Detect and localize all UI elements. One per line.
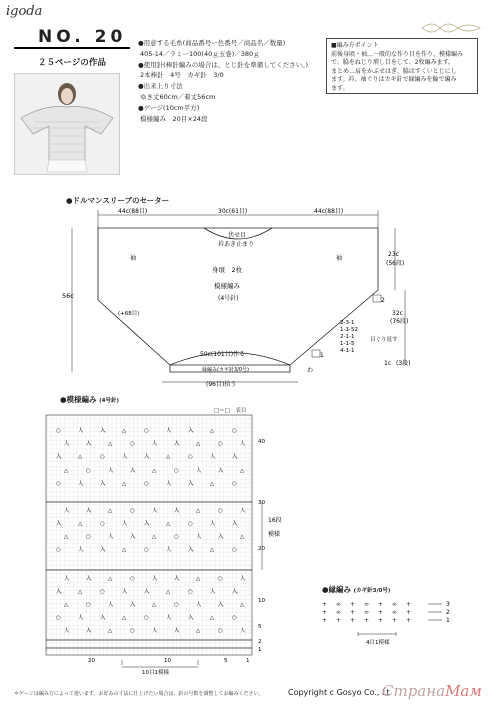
edge-stitch-symbol: + [350,609,356,616]
stitch-symbol: 入 [130,534,136,540]
points-line: ます。 [331,84,349,92]
stitch-symbol: 人 [78,547,84,553]
stitch-symbol: 入 [232,589,238,595]
stitch-symbol: △ [196,628,201,634]
stitch-symbol: 人 [122,454,128,460]
size-value: ゆき丈60cm／着丈56cm [140,92,216,101]
edge-stitch-symbol: + [336,617,342,624]
edge-row-2: 2 [446,609,450,616]
stitch-symbol: ○ [232,615,237,621]
stitch-symbol: 人 [64,628,70,634]
stitch-symbol: △ [78,521,83,527]
stitch-symbol: 人 [166,481,172,487]
stitch-symbol: ○ [174,602,179,608]
edge-stitch-symbol: + [378,617,384,624]
stitch-symbol: ○ [218,508,223,514]
stitch-symbol: ○ [188,589,193,595]
stitch-symbol: 人 [64,441,70,447]
stitch-symbol: △ [64,602,69,608]
copyright: Copyright c Gosyo Co., Lt [288,688,390,697]
row-label-1: 1 [258,647,262,653]
edge-height: 1c [384,360,392,367]
stitch-symbol: 人 [78,615,84,621]
dim-top-right: 44c(88目) [314,208,344,215]
edge-stitch-symbol: + [322,609,328,616]
stitch-symbol: 入 [100,615,106,621]
stitch-symbol: △ [152,468,157,474]
stitch-symbol: 人 [210,521,216,527]
stitch-symbol: ○ [144,615,149,621]
stitch-symbol: ○ [232,481,237,487]
stitch-chart [0,410,300,685]
stitch-symbol: ○ [130,628,135,634]
watermark-a: Страна [382,682,446,700]
stitch-symbol: ○ [130,576,135,582]
edge-stitch-symbol: + [406,609,412,616]
stitch-symbol: 人 [122,521,128,527]
stitch-symbol: 人 [152,576,158,582]
edge-stitch-symbol: + [364,617,370,624]
loop-label: わ [307,367,314,374]
stitch-symbol: 人 [196,534,202,540]
edge-chart-title [322,584,390,595]
stitch-symbol: ○ [144,481,149,487]
pattern-number: NO. 20 [38,27,127,47]
stitch-symbol: 人 [196,602,202,608]
stitch-symbol: 人 [152,441,158,447]
bottom-cast-on: 50c(101目)作る [200,351,246,358]
stitch-symbol: 入 [56,589,62,595]
ribbon-decoration [418,20,484,36]
repeat-cols: 10目1模様 [142,670,169,676]
stitch-symbol: 人 [108,602,114,608]
stitch-symbol: △ [210,615,215,621]
body-name: 身頃 2枚 [212,266,243,274]
stitch-symbol: △ [166,521,171,527]
stitch-symbol: 人 [240,441,246,447]
stitch-symbol: 人 [108,468,114,474]
stitch-symbol: ○ [218,576,223,582]
dim-top-mid: 30c(61目) [218,208,248,215]
stitch-symbol: 入 [86,576,92,582]
stitch-symbol: 入 [130,602,136,608]
stitch-symbol: △ [122,428,127,434]
stitch-symbol: 人 [240,576,246,582]
stitch-symbol: △ [108,576,113,582]
stitch-symbol: 人 [78,428,84,434]
stitch-symbol: 入 [100,481,106,487]
stitch-symbol: △ [240,534,245,540]
stitch-symbol: ○ [56,547,61,553]
neck-stop: 衿あき止まり [218,241,255,248]
sweater-schematic [0,200,500,390]
stitch-symbol: 人 [166,547,172,553]
col-label-20: 20 [88,658,95,664]
increase-5: 4-1-1 [340,348,355,354]
stitch-symbol: ○ [144,428,149,434]
edge-stitch-symbol: + [406,601,412,608]
stitch-symbol: △ [122,481,127,487]
edge-stitch-symbol: + [350,601,356,608]
stitch-symbol: 入 [86,441,92,447]
col-label-10: 10 [164,658,171,664]
right-bottom-rows: (76段) [390,318,409,325]
stitch-symbol: ○ [174,468,179,474]
stitch-symbol: ○ [130,508,135,514]
points-line: 前後身頃・袖…一般的な作り目を作り、模様編み [331,50,464,58]
stitch-symbol: 入 [86,628,92,634]
row-label-5: 5 [258,624,262,630]
stitch-symbol: 入 [188,615,194,621]
stitch-symbol: 入 [174,508,180,514]
title-rule [14,47,130,49]
stitch-symbol: 入 [174,576,180,582]
increase-1: 2-3-1 [340,320,355,326]
stitch-symbol: 人 [78,481,84,487]
stitch-symbol: ○ [86,534,91,540]
stitch-symbol: ○ [218,628,223,634]
stitch-symbol: 入 [144,589,150,595]
mark-1: 1 [320,352,324,359]
stitch-symbol: 入 [232,521,238,527]
edge-hook: (カギ針3/0号) [353,588,391,594]
stitch-symbol: 入 [86,508,92,514]
specifications [138,38,318,124]
stitch-symbol: △ [108,628,113,634]
body-needle: (4号針) [218,295,239,302]
edge-stitch-symbol: ∞ [364,601,369,608]
increase-3: 2-1-1 [340,334,355,340]
size-heading: ●出来上り寸法 [138,82,183,91]
stitch-symbol: 入 [100,428,106,434]
stitch-symbol: 入 [56,521,62,527]
stitch-symbol: 人 [122,589,128,595]
brand-logo: igoda [6,4,43,19]
schematic-title: ●ドルマンスリーブのセーター [66,196,170,205]
row-label-2: 2 [258,639,262,645]
stitch-symbol: ○ [144,547,149,553]
stitch-symbol: 人 [210,589,216,595]
sleeve-left-label: 袖 [130,255,137,262]
stitch-symbol: ○ [56,481,61,487]
edge-row-3: 3 [446,601,450,608]
stitch-symbol: 人 [64,576,70,582]
stitch-symbol: △ [122,615,127,621]
chart-needle: (4号針) [99,398,120,404]
watermark [382,682,482,700]
stitch-symbol: △ [78,589,83,595]
stitch-symbol: 人 [240,628,246,634]
repeat-rows-a: 16段 [268,517,282,524]
stitch-symbol: △ [152,534,157,540]
bottom-pickup: (96目)拾う [206,381,237,388]
gauge-value: 模様編み 20目×24段 [140,114,208,123]
stitch-symbol: △ [210,481,215,487]
knitting-points-box [326,38,478,94]
edge-rows: (3段) [396,360,411,367]
edge-stitch-symbol: + [378,609,384,616]
stitch-symbol: ○ [56,615,61,621]
stitch-symbol: ○ [86,468,91,474]
stitch-symbol: 入 [188,481,194,487]
body-pattern: 模様編み [214,282,240,290]
edge-stitch-symbol: + [322,601,328,608]
stitch-symbol: △ [64,534,69,540]
stitch-symbol: △ [122,547,127,553]
stitch-symbol: 入 [144,454,150,460]
edge-stitch-symbol: ∞ [336,609,341,616]
stitch-symbol: △ [196,576,201,582]
dim-top-left: 44c(88目) [118,208,148,215]
edge-stitch-symbol: ∞ [392,601,397,608]
stitch-symbol: ○ [56,428,61,434]
stitch-symbol: 人 [196,468,202,474]
stitch-symbol: ○ [218,441,223,447]
stitch-symbol: △ [210,547,215,553]
col-label-5: 5 [224,658,228,664]
edge-stitch-symbol: + [378,601,384,608]
stitch-symbol: 人 [108,534,114,540]
edge-title-text: ●縁編み [322,585,352,594]
stitch-symbol: △ [196,508,201,514]
right-top-dim: 23c [388,251,399,258]
stitch-symbol: ○ [232,547,237,553]
stitch-symbol: 入 [174,628,180,634]
stitch-symbol: ○ [100,589,105,595]
stitch-symbol: △ [108,441,113,447]
stitch-symbol: 入 [174,441,180,447]
height-label: 56c [62,292,74,300]
edge-repeat: 4目1模様 [366,640,390,646]
yarn-value: 405-14／ラミー100(40ｇ玉巻)／380ｇ [140,49,260,58]
stitch-symbol: 人 [64,508,70,514]
watermark-b: Мам [445,682,482,700]
points-line: で、脇をねじり増し目をして、2枚編みます。 [331,59,455,67]
stitch-symbol: 入 [144,521,150,527]
right-bottom-dim: 32c [392,310,403,317]
stitch-symbol: ○ [174,534,179,540]
stitch-symbol: 人 [210,454,216,460]
stitch-symbol: 入 [188,428,194,434]
stitch-symbol: ○ [100,454,105,460]
increase-note: 目ぐり返す [370,337,398,343]
stitch-symbol: △ [240,602,245,608]
increase-4: 1-1-5 [340,341,355,347]
edge-stitch-symbol: ∞ [392,609,397,616]
stitch-symbol: ○ [100,521,105,527]
row-label-20: 20 [258,546,265,552]
stitch-symbol: 人 [166,615,172,621]
edge-stitch-symbol: ∞ [336,601,341,608]
edge-label: 縁編み(カギ針3/0号) [202,367,249,373]
stitch-symbol: ○ [188,454,193,460]
stitch-symbol: 人 [240,508,246,514]
row-label-40: 40 [258,439,265,445]
stitch-symbol: 入 [218,468,224,474]
edge-stitch-symbol: + [350,617,356,624]
edge-stitch-symbol: + [406,617,412,624]
stitch-symbol: ○ [130,441,135,447]
stitch-symbol: 人 [166,428,172,434]
footer-note: ＊ゲージは編み方によって違います。お好みの寸法に仕上げたい場合は、針の号数を調整してお編みください。 [14,691,264,697]
stitch-symbol: ○ [188,521,193,527]
stitch-symbol: 入 [218,602,224,608]
stitch-symbol: 入 [218,534,224,540]
stitch-symbol: 入 [56,454,62,460]
chart-title [60,394,119,405]
col-label-1: 1 [246,658,250,664]
sleeve-right-label: 袖 [336,255,343,262]
stitch-symbol: 入 [232,454,238,460]
neck-bindoff: 伏せ目 [228,232,247,239]
edge-stitch-symbol: + [322,617,328,624]
row-label-30: 30 [258,500,265,506]
repeat-rows-b: 模様 [268,531,281,538]
stitch-symbol: ○ [232,428,237,434]
points-line: まとめ…肩をかぶせはぎ、脇はすくいとじにし [331,67,457,75]
stitch-symbol: 入 [130,468,136,474]
stitch-symbol: △ [196,441,201,447]
chart-legend: □＝□ 表目 [214,408,247,414]
stitch-symbol: △ [108,508,113,514]
stitch-symbol: △ [152,602,157,608]
gauge-heading: ●ゲージ(10cm平方) [138,103,200,112]
row-label-10: 10 [258,598,265,604]
edge-row-1: 1 [446,617,450,624]
stitch-symbol: △ [64,468,69,474]
right-top-rows: (56段) [386,260,405,267]
stitch-symbol: 入 [188,547,194,553]
edge-chart [318,596,468,656]
mark-2: 2 [381,297,385,304]
stitch-symbol: △ [210,428,215,434]
chart-title-text: ●模様編み [60,395,97,404]
stitch-symbol: △ [240,468,245,474]
stitch-symbol: 入 [100,547,106,553]
stitch-symbol: △ [166,454,171,460]
edge-stitch-symbol: ∞ [364,609,369,616]
yarn-heading: ●用意する毛糸(商品番号ー色番号／商品名／数量) [138,39,286,47]
pattern-subtitle: ２５ページの作品 [38,58,106,68]
left-increase: (+68目) [118,311,140,317]
stitch-symbol: 人 [152,508,158,514]
needle-heading: ●使用針(棒針編みの場合は、とじ針を準備してください。) [138,60,308,69]
points-title: ■編み方ポイント [331,42,379,49]
needle-value: 2本棒針 4号 カギ針 3/0 [140,71,224,80]
edge-stitch-symbol: + [392,617,398,624]
stitch-symbol: 人 [152,628,158,634]
model-photo [14,73,120,175]
stitch-symbol: △ [78,454,83,460]
points-line: ます。衿、袖ぐりはカギ針で縁編みを輪で編み [331,76,457,84]
increase-2: 1-1-52 [340,327,358,333]
stitch-symbol: ○ [86,602,91,608]
stitch-symbol: △ [166,589,171,595]
